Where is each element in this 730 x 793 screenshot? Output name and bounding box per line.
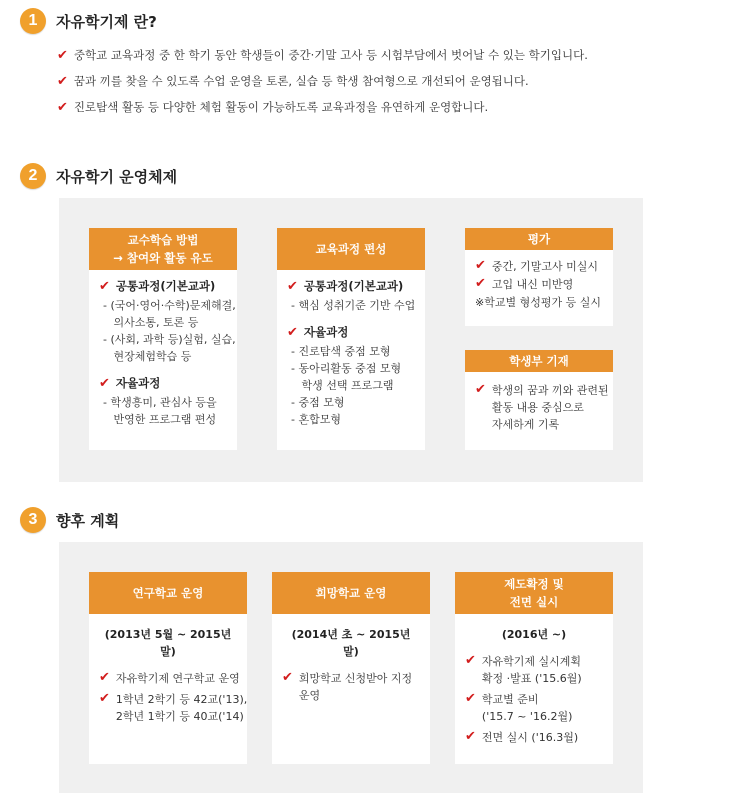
- list-item: ✔ 꿈과 끼를 찾을 수 있도록 수업 운영을 토론, 실습 등 학생 참여형으로 개선되어 운영됩니다.: [57, 73, 529, 89]
- section3-panel: [59, 542, 643, 793]
- list-item: ✔ 학생의 꿈과 끼와 관련된 활동 내용 중심으로 자세하게 기록: [475, 382, 609, 431]
- evaluation-card: [465, 228, 613, 326]
- section2-header: [20, 163, 177, 189]
- section1-title: 자유학기제 란?: [56, 12, 157, 31]
- plan-period: (2014년 초 ~ 2015년 말): [291, 628, 411, 658]
- curriculum-common-title: ✔ 공통과정(기본교과): [287, 279, 404, 294]
- list-item: ✔ 진로탐색 활동 등 다양한 체험 활동이 가능하도록 교육과정을 유연하게 운영합니다.: [57, 99, 489, 115]
- check-icon: ✔: [465, 653, 476, 668]
- evaluation-card-header: 평가: [465, 228, 613, 250]
- record-card-header: 학생부 기재: [465, 350, 613, 372]
- evaluation-note: ※학교별 형성평가 등 실시: [475, 296, 601, 309]
- plan-card-hope: [272, 572, 430, 764]
- section1-list: [57, 42, 588, 120]
- check-icon: ✔: [475, 258, 486, 273]
- section3-title: 향후 계획: [56, 511, 120, 530]
- section2-panel: [59, 198, 643, 482]
- teaching-card-header: 교수학습 방법 → 참여와 활동 유도: [89, 228, 237, 270]
- check-icon: ✔: [99, 279, 110, 294]
- check-icon: ✔: [57, 73, 68, 89]
- teaching-common-title: ✔ 공통과정(기본교과): [99, 279, 216, 294]
- list-item: ✔ 자유학기제 실시계획 확정 ·발표 ('15.6월): [465, 653, 582, 685]
- record-card: [465, 350, 613, 450]
- section2-title: 자유학기 운영체제: [56, 167, 178, 186]
- curriculum-card: 교육과정 편성 ✔ 공통과정(기본교과) - 핵심 성취기준 기반 수업 ✔ 자율과정 - 진로탐색 중점 모형 - 동아리활동 중점 모형 학생 선택 프로그램 - 중점 모형 - 혼합모형: [277, 228, 425, 450]
- list-item: ✔ 자유학기제 연구학교 운영: [99, 670, 240, 685]
- list-item: ✔ 고입 내신 미반영: [475, 276, 574, 291]
- section3-header: [20, 507, 119, 533]
- check-icon: ✔: [475, 382, 486, 397]
- check-icon: ✔: [465, 729, 476, 744]
- section1-number-badge: 1: [20, 8, 46, 34]
- list-item: ✔ 희망학교 신청받아 지정 운영: [282, 670, 413, 702]
- list-item: ✔ 전면 실시 ('16.3월): [465, 729, 579, 744]
- teaching-free-title: ✔ 자율과정: [99, 376, 161, 391]
- list-item: ✔ 중간, 기말고사 미실시: [475, 258, 599, 273]
- curriculum-free-title: ✔ 자율과정: [287, 325, 349, 340]
- curriculum-card-header: 교육과정 편성: [277, 228, 425, 270]
- check-icon: ✔: [287, 325, 298, 340]
- check-icon: ✔: [465, 691, 476, 706]
- check-icon: ✔: [57, 47, 68, 63]
- list-item: ✔ 중학교 교육과정 중 한 학기 동안 학생들이 중간·기말 고사 등 시험부담에서 벗어날 수 있는 학기입니다.: [57, 47, 588, 63]
- check-icon: ✔: [99, 670, 110, 685]
- plan-card-header: 희망학교 운영: [272, 572, 430, 614]
- section1-header: [20, 8, 157, 34]
- check-icon: ✔: [282, 670, 293, 685]
- check-icon: ✔: [475, 276, 486, 291]
- plan-period: (2016년 ~): [501, 628, 567, 641]
- section2-number-badge: 2: [20, 163, 46, 189]
- section3-number-badge: 3: [20, 507, 46, 533]
- plan-card-research: [89, 572, 247, 764]
- check-icon: ✔: [57, 99, 68, 115]
- plan-card-header: 제도확정 및 전면 실시: [455, 572, 613, 614]
- list-item: ✔ 1학년 2학기 등 42교('13), 2학년 1학기 등 40교('14): [99, 691, 248, 723]
- plan-card-header: 연구학교 운영: [89, 572, 247, 614]
- check-icon: ✔: [287, 279, 298, 294]
- check-icon: ✔: [99, 376, 110, 391]
- plan-period: (2013년 5월 ~ 2015년 말): [104, 628, 232, 658]
- check-icon: ✔: [99, 691, 110, 706]
- plan-card-full: [455, 572, 613, 764]
- teaching-card: 교수학습 방법 → 참여와 활동 유도 ✔ 공통과정(기본교과) - (국어·영어·수학)문제해결, 의사소통, 토론 등 - (사회, 과학 등)실험, 실습, 현장체험학습 등 ✔ 자율과정 - 학생흥미, 관심사 등을 반영한 프로그램 편성: [89, 228, 237, 450]
- list-item: ✔ 학교별 준비 ('15.7 ~ '16.2월): [465, 691, 573, 723]
